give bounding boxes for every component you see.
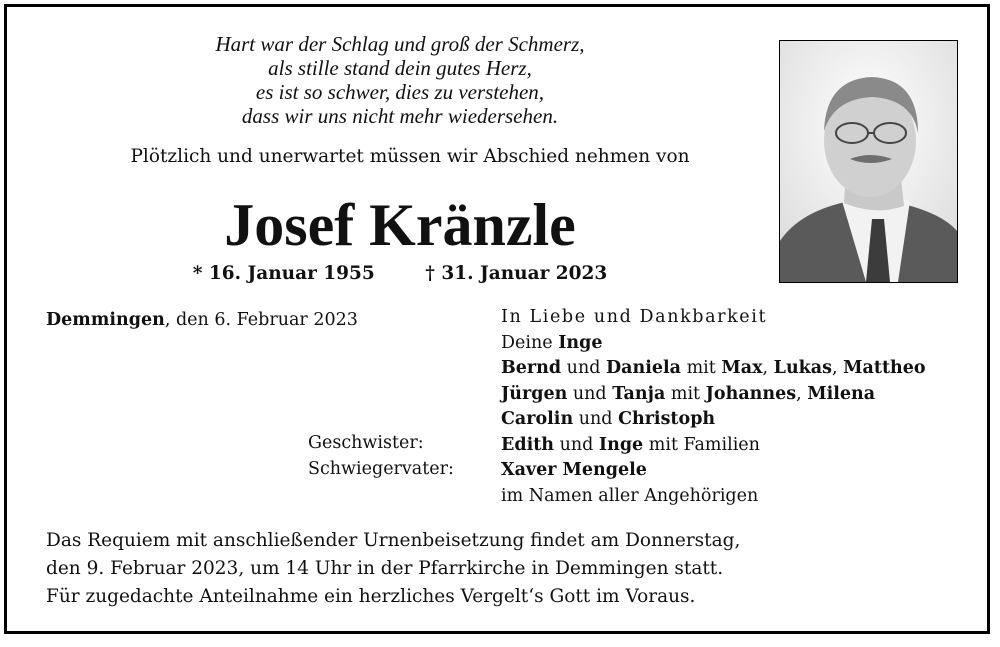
place-and-date xyxy=(46,310,358,330)
family-text: Deine xyxy=(501,332,559,353)
footer-line: Das Requiem mit anschließender Urnenbeisetzung findet am Donnerstag, xyxy=(46,530,741,551)
thanks-line: In Liebe und Dankbarkeit xyxy=(501,307,768,327)
family-line xyxy=(501,407,926,433)
poem-line: es ist so schwer, dies zu verstehen, xyxy=(255,80,545,104)
family-text: und xyxy=(561,358,606,378)
family-text: , xyxy=(762,358,774,378)
label-siblings: Geschwister: xyxy=(308,433,424,453)
family-text: und xyxy=(573,409,619,429)
poem-line: Hart war der Schlag und groß der Schmerz, xyxy=(215,32,585,56)
family-member: Edith xyxy=(501,434,555,455)
family-line xyxy=(501,382,926,408)
family-line xyxy=(501,458,926,484)
family-member: Johannes xyxy=(705,383,797,404)
notice-date: , den 6. Februar 2023 xyxy=(164,310,358,330)
intro-text: Plötzlich und unerwartet müssen wir Abschied nehmen von xyxy=(130,146,690,167)
family-text: mit xyxy=(681,358,722,378)
family-member: Christoph xyxy=(618,409,716,429)
family-member: Tanja xyxy=(612,383,666,404)
family-member: Carolin xyxy=(501,409,574,429)
family-text: mit xyxy=(665,383,706,404)
relation-labels xyxy=(308,431,454,482)
portrait-photo xyxy=(779,40,958,283)
family-member: Jürgen xyxy=(501,383,568,404)
death-date: † 31. Januar 2023 xyxy=(425,263,608,284)
family-member: Inge xyxy=(598,434,644,455)
family-member: Mattheo xyxy=(843,358,926,378)
family-text: , xyxy=(796,383,808,404)
family-line xyxy=(501,433,926,459)
family-text: mit Familien xyxy=(643,434,760,455)
family-line xyxy=(501,331,926,357)
family-line xyxy=(501,356,926,382)
town-name: Demmingen xyxy=(46,310,165,330)
family-member: Milena xyxy=(807,383,876,404)
birth-date: * 16. Januar 1955 xyxy=(192,263,375,284)
family-text: und xyxy=(567,383,613,404)
poem xyxy=(100,32,700,128)
family-member: Bernd xyxy=(501,358,562,378)
family-list xyxy=(501,305,926,509)
deceased-name: Josef Kränzle xyxy=(224,192,576,258)
poem-line: dass wir uns nicht mehr wiedersehen. xyxy=(241,104,559,128)
family-member: Xaver Mengele xyxy=(501,460,647,480)
poem-line: als stille stand dein gutes Herz, xyxy=(268,56,532,80)
footer-line: Für zugedachte Anteilnahme ein herzliches Vergelt‘s Gott im Voraus. xyxy=(46,586,696,607)
family-member: Max xyxy=(721,358,763,378)
life-dates xyxy=(100,263,700,284)
label-father-in-law: Schwiegervater: xyxy=(308,458,454,479)
family-member: Daniela xyxy=(605,358,681,378)
requiem-info xyxy=(46,527,740,611)
family-member: Inge xyxy=(558,332,603,353)
footer-line: den 9. Februar 2023, um 14 Uhr in der Pfarrkirche in Demmingen statt. xyxy=(46,558,724,579)
family-line: im Namen aller Angehörigen xyxy=(501,485,759,506)
family-member: Lukas xyxy=(773,358,833,378)
family-text: , xyxy=(832,358,844,378)
family-text: und xyxy=(554,434,599,455)
